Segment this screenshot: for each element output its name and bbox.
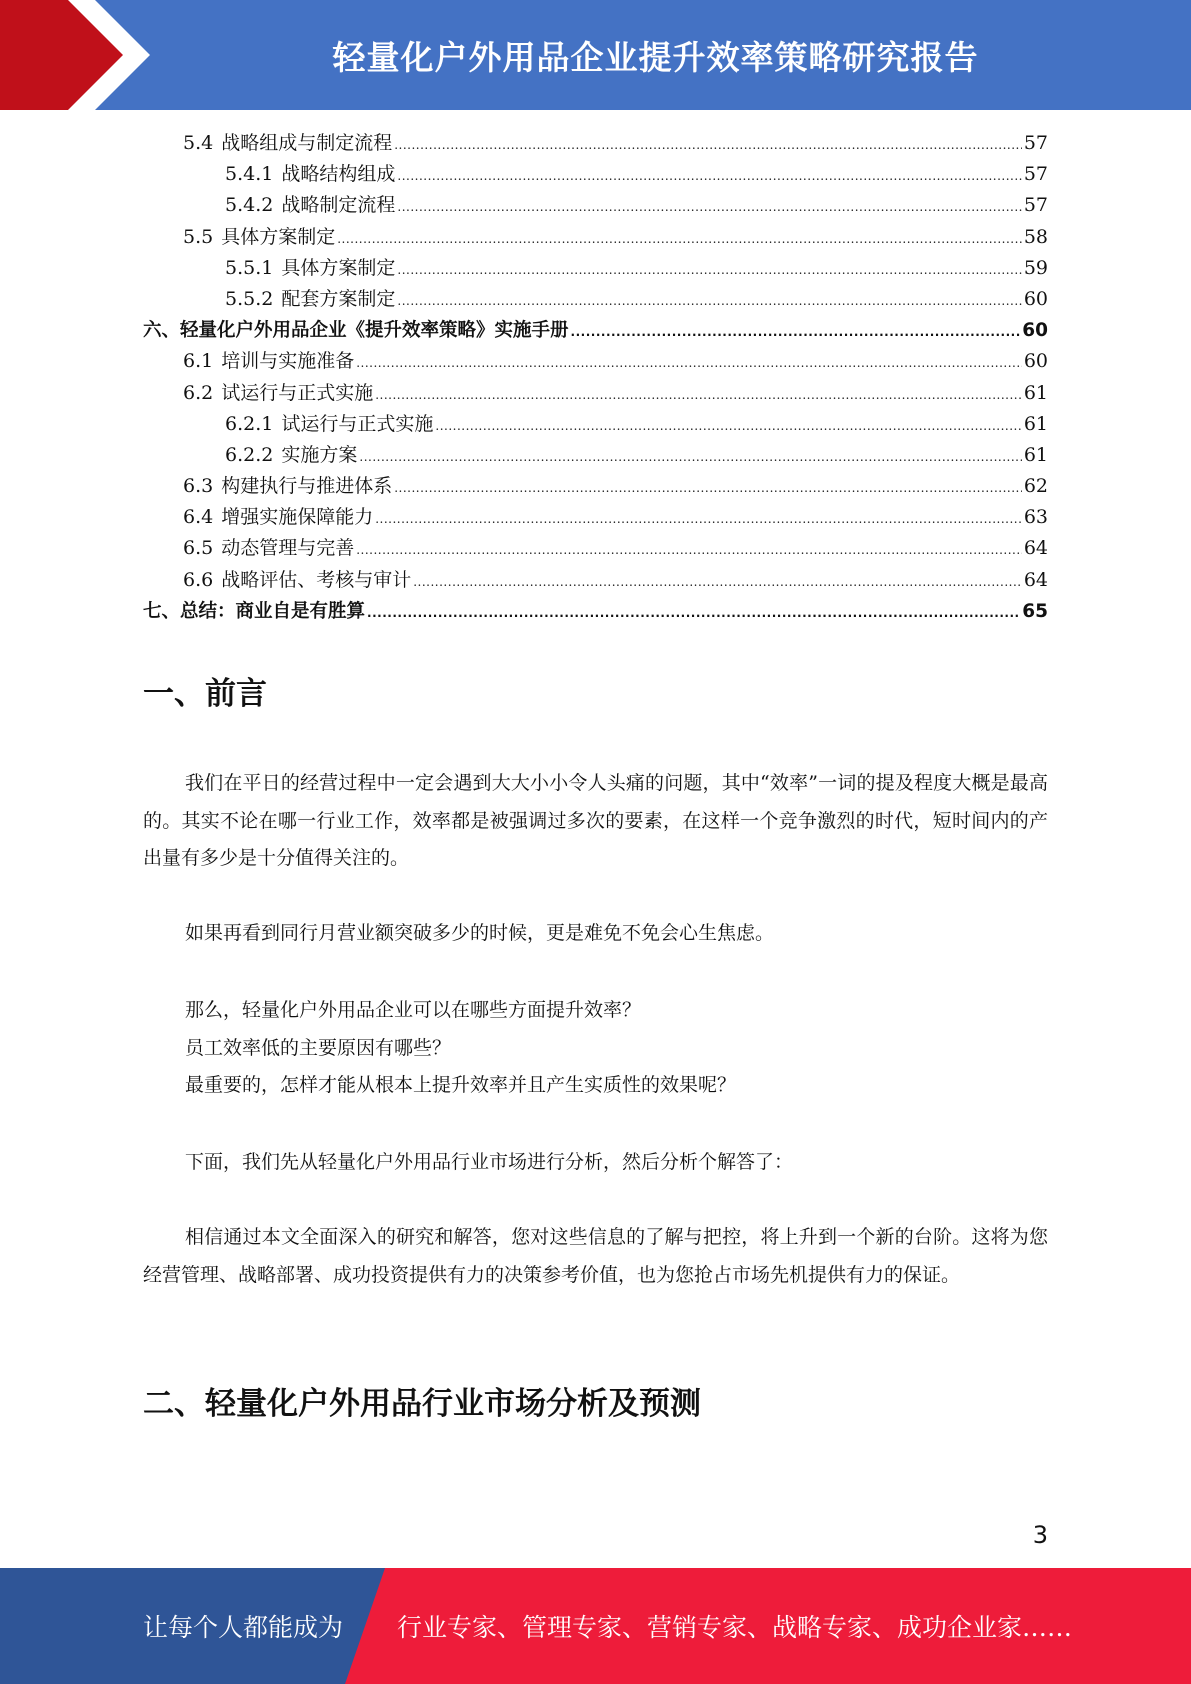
toc-entry-title: 构建执行与推进体系 <box>221 475 393 498</box>
toc-dot-leader <box>397 161 1021 192</box>
toc-entry-title: 实施方案 <box>281 443 358 466</box>
toc-entry-title: 具体方案制定 <box>281 256 396 279</box>
question-1: 那么，轻量化户外用品企业可以在哪些方面提升效率？ <box>185 999 642 1021</box>
toc-dot-leader <box>397 192 1021 223</box>
toc-entry-number: 5.5.2 <box>225 287 274 310</box>
toc-dot-leader <box>397 255 1021 286</box>
toc-entry-title: 培训与实施准备 <box>221 350 355 373</box>
question-2: 员工效率低的主要原因有哪些？ <box>185 1036 452 1059</box>
toc-entry[interactable] <box>143 190 1048 221</box>
toc-dot-leader <box>394 130 1022 161</box>
toc-entry-title: 动态管理与完善 <box>221 537 355 560</box>
toc-entry[interactable] <box>143 159 1048 190</box>
toc-dot-leader <box>375 380 1022 411</box>
report-title: 轻量化户外用品企业提升效率策略研究报告 <box>332 37 979 77</box>
toc-entry-page: 60 <box>1022 320 1048 342</box>
preface-paragraph-4: 相信通过本文全面深入的研究和解答，您对这些信息的了解与把控，将上升到一个新的台阶。这将为您经营管理、战略部署、成功投资提供有力的决策参考价值，也为您抢占市场先机提供有力的保证。 <box>143 1226 1048 1286</box>
toc-dot-leader <box>394 473 1022 504</box>
table-of-contents <box>143 128 1048 627</box>
toc-entry-title: 战略制定流程 <box>281 194 396 217</box>
preface-paragraph-3: 下面，我们先从轻量化户外用品行业市场进行分析，然后分析个解答了： <box>185 1151 794 1173</box>
toc-entry-number: 5.5.1 <box>225 256 274 279</box>
toc-entry-number: 6.1 <box>183 350 214 373</box>
toc-entry-number: 七、 <box>143 600 181 622</box>
toc-entry-title: 试运行与正式实施 <box>221 381 374 404</box>
toc-entry-number: 6.2.1 <box>225 412 274 435</box>
toc-entry[interactable] <box>143 378 1048 409</box>
toc-entry[interactable] <box>143 284 1048 315</box>
toc-entry-page: 60 <box>1023 350 1048 373</box>
toc-entry[interactable] <box>143 315 1048 346</box>
page-number: 3 <box>1032 1521 1048 1549</box>
toc-entry-number: 6.4 <box>183 506 214 529</box>
toc-entry-page: 59 <box>1023 256 1048 279</box>
toc-entry-title: 试运行与正式实施 <box>281 412 434 435</box>
toc-entry[interactable] <box>143 128 1048 159</box>
toc-dot-leader <box>356 535 1022 566</box>
toc-entry[interactable] <box>143 409 1048 440</box>
toc-dot-leader <box>359 442 1021 473</box>
toc-entry-title: 战略评估、考核与审计 <box>221 568 412 591</box>
toc-entry[interactable] <box>143 471 1048 502</box>
toc-dot-leader <box>571 317 1021 348</box>
toc-entry[interactable] <box>143 440 1048 471</box>
toc-entry-page: 58 <box>1023 225 1048 248</box>
preface-questions <box>143 992 1048 1105</box>
toc-entry-page: 57 <box>1023 163 1048 186</box>
toc-entry[interactable] <box>143 596 1048 627</box>
toc-entry-page: 64 <box>1023 568 1048 591</box>
toc-entry-title: 具体方案制定 <box>221 225 336 248</box>
question-3: 最重要的，怎样才能从根本上提升效率并且产生实质性的效果呢？ <box>185 1074 737 1096</box>
toc-entry-number: 六、 <box>143 320 181 342</box>
toc-entry-number: 6.5 <box>183 537 214 560</box>
toc-dot-leader <box>356 348 1022 379</box>
toc-entry-page: 62 <box>1023 475 1048 498</box>
toc-dot-leader <box>413 567 1022 598</box>
toc-entry-title: 配套方案制定 <box>281 287 396 310</box>
toc-entry-number: 5.5 <box>183 225 214 248</box>
toc-entry[interactable] <box>143 533 1048 564</box>
toc-dot-leader <box>435 411 1021 442</box>
toc-dot-leader <box>337 224 1022 255</box>
toc-entry-title: 增强实施保障能力 <box>221 506 374 529</box>
chevron-logo-icon <box>0 0 160 110</box>
toc-entry-page: 61 <box>1023 443 1048 466</box>
toc-entry-page: 61 <box>1023 381 1048 404</box>
toc-entry[interactable] <box>143 502 1048 533</box>
preface-paragraph-1: 我们在平日的经营过程中一定会遇到大大小小令人头痛的问题，其中“效率”一词的提及程度大概是最高的。其实不论在哪一行业工作，效率都是被强调过多次的要素，在这样一个竞争激烈的时代，短时间内的产出量有多少是十分值得关注的。 <box>143 772 1048 869</box>
toc-entry[interactable] <box>143 222 1048 253</box>
toc-entry-number: 5.4 <box>183 132 214 154</box>
section-heading-preface: 一、前言 <box>143 676 267 712</box>
preface-paragraph-2: 如果再看到同行月营业额突破多少的时候，更是难免不免会心生焦虑。 <box>185 922 775 944</box>
toc-entry-title: 战略组成与制定流程 <box>221 132 393 154</box>
toc-entry[interactable] <box>143 346 1048 377</box>
toc-dot-leader <box>367 598 1020 629</box>
toc-entry-page: 57 <box>1023 132 1048 154</box>
page-footer <box>0 1568 1191 1684</box>
page-header <box>0 0 1191 110</box>
toc-entry-page: 61 <box>1023 412 1048 435</box>
toc-entry-title: 轻量化户外用品企业《提升效率策略》实施手册 <box>180 320 569 342</box>
toc-entry-page: 65 <box>1022 600 1048 622</box>
toc-entry-title: 战略结构组成 <box>281 163 396 186</box>
toc-entry-page: 64 <box>1023 537 1048 560</box>
toc-entry-page: 57 <box>1023 194 1048 217</box>
toc-entry-number: 6.2.2 <box>225 443 274 466</box>
toc-entry-number: 5.4.1 <box>225 163 274 186</box>
toc-entry[interactable] <box>143 565 1048 596</box>
toc-entry-number: 6.6 <box>183 568 214 591</box>
section-heading-market-analysis: 二、轻量化户外用品行业市场分析及预测 <box>143 1386 701 1422</box>
toc-entry-number: 6.2 <box>183 381 214 404</box>
toc-entry-number: 6.3 <box>183 475 214 498</box>
footer-slogan-right: 行业专家、管理专家、营销专家、战略专家、成功企业家…… <box>397 1613 1073 1642</box>
toc-entry-number: 5.4.2 <box>225 194 274 217</box>
toc-entry-page: 63 <box>1023 506 1048 529</box>
toc-entry-title: 总结：商业自是有胜算 <box>180 600 366 622</box>
footer-slogan-left: 让每个人都能成为 <box>143 1613 344 1642</box>
toc-entry[interactable] <box>143 253 1048 284</box>
toc-entry-page: 60 <box>1023 287 1048 310</box>
toc-dot-leader <box>397 286 1021 317</box>
toc-dot-leader <box>375 504 1022 535</box>
